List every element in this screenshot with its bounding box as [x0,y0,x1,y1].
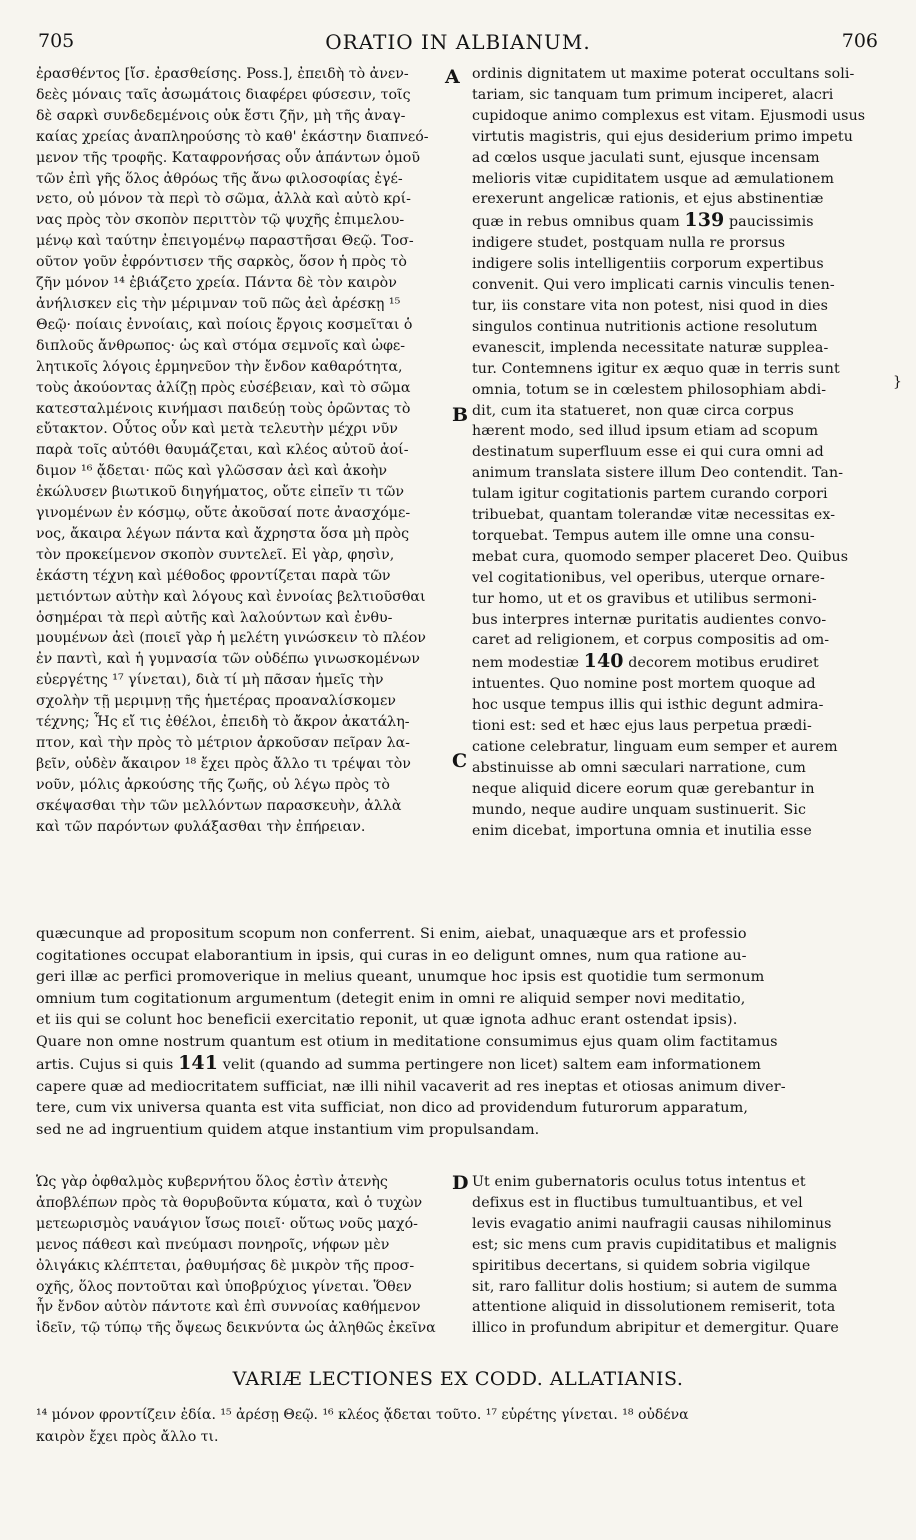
greek-line: ἀποβλέπων πρὸς τὰ θορυβοῦντα κύματα, καὶ ὁ τυχὼν [36,1194,423,1211]
latin-text: quæ in rebus omnibus quam [472,214,680,231]
latin-line: Quare non omne nostrum quantum est otium in meditatione consumimus ejus quam olim factitamus [36,1033,778,1050]
latin-line: vel cogitationibus, vel operibus, uterque ornare- [472,569,825,586]
greek-column-bottom [36,1172,456,1339]
latin-line: cogitationes occupat elaborantium in ipsis, qui curas in eo deligunt omnes, num qua ratione au- [36,947,747,964]
latin-line: illico in profundum abripitur et demergitur. Quare [472,1320,839,1337]
latin-line: mebat cura, quomodo semper placeret Deo. Quibus [472,548,849,565]
running-title: ORATIO IN ALBIANUM. [325,30,591,54]
greek-line: δὲ σαρκὶ συνδεδεμένοις οὐκ ἔστι ζῆν, μὴ τῆς ἀναγ- [36,107,406,124]
latin-line: tribuebat, quantam tolerandæ vitæ necessitas ex- [472,507,836,524]
greek-line: ἑκάστη τέχνη καὶ μέθοδος φροντίζεται παρὰ τῶν [36,567,391,584]
greek-line: ὀλιγάκις κλέπτεται, ῥαθυμήσας δὲ μικρὸν τῆς προσ- [36,1257,415,1274]
greek-line: μενος πάθεσι καὶ πνεύμασι πονηροῖς, νήφων μὲν [36,1236,390,1253]
greek-line: νος, ἄκαιρα λέγων πάντα καὶ ἄχρηστα ὅσα μὴ πρὸς [36,525,410,542]
greek-line: ἀνήλισκεν εἰς τὴν μέριμναν τοῦ πῶς ἀεὶ ἀρέσκῃ ¹⁵ [36,295,401,312]
greek-line: ὁσημέραι τὰ περὶ αὐτῆς καὶ λαλούντων καὶ ἐνθυ- [36,609,393,626]
greek-line: τῶν ἐπὶ γῆς ὅλος ἀθρόως τῆς ἄνω φιλοσοφίας ἐγέ- [36,170,403,187]
greek-line: Θεῷ· ποίαις ἐννοίαις, καὶ ποίοις ἔργοις κοσμεῖται ὁ [36,316,413,333]
latin-line: neque aliquid dicere eorum quæ gerebantur in [472,780,815,797]
footnote-line: ¹⁴ μόνον φροντίζειν ἐδία. ¹⁵ ἀρέσῃ Θεῷ. ¹⁶ κλέος ᾄδεται τοῦτο. ¹⁷ εὑρέτης γίνεται. ¹⁸ οὐδένα [36,1407,689,1423]
latin-line: sit, raro fallitur dolis hostium; si autem de summa [472,1278,838,1295]
latin-line: quæcunque ad propositum scopum non conferrent. Si enim, aiebat, unaquæque ars et professio [36,926,747,942]
latin-line: indigere solis intelligentiis corporum expertibus [472,256,824,273]
greek-line: διμον ¹⁶ ᾄδεται· πῶς καὶ γλῶσσαν ἀεὶ καὶ ἀκοὴν [36,463,388,480]
latin-line: est; sic mens cum pravis cupiditatibus et malignis [472,1236,837,1253]
latin-column-bottom [472,1172,882,1339]
greek-line: μουμένων ἀεὶ (ποιεῖ γὰρ ἡ μελέτη γινώσκειν τὸ πλέον [36,630,426,647]
greek-line: εὐεργέτης ¹⁷ γίνεται), διὰ τί μὴ πᾶσαν ἡμεῖς τὴν [36,672,384,689]
latin-line-with-page-marker [472,651,882,674]
greek-line: διπλοῦς ἄνθρωπος· ὡς καὶ στόμα σεμνοῖς καὶ ὠφε- [36,337,406,354]
page-header [38,30,878,60]
page-marker-139: 139 [684,209,725,232]
greek-line: ἐν παντὶ, καὶ ἡ γυμνασία τῶν οὐδέπω γινωσκομένων [36,651,420,668]
greek-line: ἦν ἔνδον αὐτὸν πάντοτε καὶ ἐπὶ συννοίας καθήμενον [36,1299,421,1316]
latin-line-with-page-marker [36,1053,882,1077]
greek-line: λητικοῖς λόγοις ἑρμηνεῦον τὴν ἔνδον καθαρότητα, [36,358,403,375]
full-width-latin [36,924,882,1141]
latin-line-with-page-marker [472,210,882,233]
latin-line: tur. Contemnens igitur ex æquo quæ in terris sunt [472,360,840,377]
greek-line: παρὰ τοῖς αὐτόθι θαυμάζεται, καὶ κλέος αὐτοῦ ἀοί- [36,442,409,459]
latin-text: paucissimis [728,214,814,231]
latin-line: caret ad religionem, et corpus compositis ad om- [472,632,830,649]
latin-line: sed ne ad ingruentium quidem atque instantium vim propulsandam. [36,1121,540,1138]
latin-line: omnium tum cogitationum argumentum (detegit enim in omni re aliquid semper novi meditatio, [36,990,746,1007]
greek-line: μετιόντων αὐτὴν καὶ λόγους καὶ ἐννοίας βελτιοῦσθαι [36,588,426,605]
greek-column-top [36,64,464,838]
latin-line: singulos continua nutritionis actione resolutum [472,318,818,335]
footnote-line: καιρὸν ἔχει πρὸς ἄλλο τι. [36,1429,219,1445]
latin-line: melioris vitæ cupiditatem usque ad æmulationem [472,170,835,187]
margin-marker-b: B [452,404,469,426]
latin-line: mundo, neque audire unquam sustinuerit. Sic [472,801,806,818]
greek-line: τέχνης; Ἧς εἴ τις ἐθέλοι, ἐπειδὴ τὸ ἄκρον ἀκατάλη- [36,714,410,731]
right-page-number: 706 [841,30,878,52]
latin-line: geri illæ ac perfici promoverique in melius queant, unumque hoc ipsis est quotidie tum sermonum [36,969,765,985]
greek-line: νετο, οὐ μόνον τὰ περὶ τὸ σῶμα, ἀλλὰ καὶ αὐτὸ κρί- [36,191,411,208]
greek-line: γινομένων ἐν κόσμῳ, οὔτε ἀκοῦσαί ποτε ἀνασχόμε- [36,505,411,522]
greek-line: νας πρὸς τὸν σκοπὸν περιττὸν τῷ ψυχῆς ἐπιμελου- [36,212,405,229]
greek-line: κατεσταλμένοις κινήμασι παιδεύῃ τοὺς ὁρῶντας τὸ [36,400,411,417]
latin-line: tariam, sic tanquam tum primum inciperet, alacri [472,86,834,103]
greek-line: ζῆν μόνον ¹⁴ ἐβιάζετο χρεία. Πάντα δὲ τὸν καιρὸν [36,275,397,292]
greek-line: σχολὴν τῇ μεριμνῃ τῆς ἡμετέρας προαναλίσκομεν [36,693,396,710]
latin-line: omnia, totum se in cœlestem philosophiam abdi- [472,381,827,398]
latin-line: hærent modo, sed illud ipsum etiam ad scopum [472,423,819,440]
greek-line: Ὡς γὰρ ὀφθαλμὸς κυβερνήτου ὅλος ἐστὶν ἀτενὴς [36,1174,388,1190]
variae-lectiones-heading: VARIÆ LECTIONES EX CODD. ALLATIANIS. [232,1368,684,1390]
latin-line: catione celebratur, linguam eum semper et aurem [472,739,838,755]
latin-line: evanescit, implenda necessitate naturæ supplea- [472,339,829,356]
latin-line: attentione aliquid in dissolutionem remiserit, tota [472,1299,836,1316]
latin-text: nem modestiæ [472,655,580,672]
latin-line: enim dicebat, importuna omnia et inutilia esse [472,822,812,839]
margin-marker-d: D [452,1172,469,1194]
greek-line: ἐκώλυσεν βιωτικοῦ διηγήματος, οὔτε εἰπεῖν τι τῶν [36,484,404,501]
greek-line: καὶ τῶν παρόντων φυλάξασθαι τὴν ἐπήρειαν. [36,818,366,835]
left-page-number: 705 [38,30,75,52]
latin-line: Ut enim gubernatoris oculus totus intentus et [472,1174,806,1190]
latin-line: tulam igitur cogitationis partem curando corpori [472,486,828,503]
page-marker-140: 140 [583,650,624,673]
latin-line: tioni est: sed et hæc ejus laus perpetua prædi- [472,718,812,735]
latin-line: capere quæ ad mediocritatem sufficiat, næ illi nihil vacaverit ad res ineptas et otiosas animum diver- [36,1078,786,1095]
greek-line: μετεωρισμὸς ναυάγιον ἴσως ποιεῖ· οὕτως νοῦς μαχό- [36,1215,418,1232]
greek-line: οχῆς, ὅλος ποντοῦται καὶ ὑποβρύχιος γίνεται. Ὅθεν [36,1278,412,1295]
greek-line: τὸν προκείμενον σκοπὸν συντελεῖ. Εἰ γὰρ, φησὶν, [36,546,395,563]
page-marker-141: 141 [178,1052,219,1074]
latin-line: virtutis magistris, qui ejus desiderium primo impetu [472,128,853,145]
margin-marker-c: C [452,750,468,772]
latin-line: et iis qui se colunt hoc beneficii exercitatio reponit, ut quæ ignota adhuc erant ostendat ipsis). [36,1012,738,1028]
greek-line: μένῳ καὶ ταύτην ἐπειγομένῳ παραστῆσαι Θεῷ. Τοσ- [36,233,414,250]
latin-line: ad cœlos usque jaculati sunt, ejusque incensam [472,149,820,166]
greek-line: οῦτον γοῦν ἐφρόντισεν τῆς σαρκὸς, ὅσον ἡ πρὸς τὸ [36,254,407,271]
greek-line: καίας χρείας ἀναπληρούσης τὸ καθ' ἑκάστην διαπνεό- [36,128,429,145]
latin-line: intuentes. Quo nomine post mortem quoque ad [472,676,816,693]
latin-line: hoc usque tempus illis qui isthic degunt admira- [472,697,824,714]
latin-line: dit, cum ita statueret, non quæ circa corpus [472,402,794,419]
greek-line: ἰδεῖν, τῷ τύπῳ τῆς ὄψεως δεικνύντα ὡς ἀληθῶς ἐκεῖνα [36,1320,436,1337]
latin-line: tur, iis constare vita non potest, nisi quod in dies [472,297,829,314]
latin-text: decorem motibus erudiret [628,655,819,672]
latin-line: animum translata sistere illum Deo contendit. Tan- [472,465,844,482]
greek-line: πτον, καὶ τὴν πρὸς τὸ μέτριον ἀρκοῦσαν πεῖραν λα- [36,735,410,751]
latin-line: destinatum superfluum esse ei qui cura omni ad [472,444,824,461]
greek-line: σκέψασθαι τὴν τῶν μελλόντων παρασκευὴν, ἀλλὰ [36,797,402,814]
latin-line: ordinis dignitatem ut maxime poterat occultans soli- [472,66,855,82]
greek-line: εὔτακτον. Οὗτος οὖν καὶ μετὰ τελευτὴν μέχρι νῦν [36,421,398,438]
latin-column-top [472,64,882,842]
latin-line: levis evagatio animi naufragii causas nihilominus [472,1215,832,1232]
latin-line: torquebat. Tempus autem ille omne una consu- [472,527,815,544]
latin-line: abstinuisse ab omni sæculari narratione, cum [472,759,806,776]
margin-marker-a: A [445,66,460,88]
greek-line: τοὺς ἀκούοντας ἀλίζῃ πρὸς εὐσέβειαν, καὶ τὸ σῶμα [36,379,411,396]
margin-bracket: } [893,374,902,390]
latin-line: cupidoque animo complexus est vitam. Ejusmodi usus [472,107,866,124]
greek-line: βεῖν, οὐδὲν ἄκαιρον ¹⁸ ἔχει πρὸς ἄλλο τι τρέψαι τὸν [36,755,411,772]
footnotes [36,1404,880,1448]
latin-line: erexerunt angelicæ rationis, et ejus abstinentiæ [472,191,824,208]
latin-line: indigere studet, postquam nulla re prorsus [472,235,786,252]
latin-line: spiritibus decertans, si quidem sobria vigilque [472,1257,811,1274]
greek-line: μενον τῆς τροφῆς. Καταφρονήσας οὖν ἁπάντων ὁμοῦ [36,149,420,166]
latin-line: tere, cum vix universa quanta est vita sufficiat, non dico ad providendum futurorum apparatum, [36,1100,748,1116]
latin-line: defixus est in fluctibus tumultuantibus, et vel [472,1194,803,1211]
greek-line: νοῦν, μόλις ἀρκούσης τῆς ζωῆς, οὐ λέγω πρὸς τὸ [36,776,390,793]
latin-line: convenit. Qui vero implicati carnis vinculis tenen- [472,277,835,294]
latin-line: bus interpres internæ puritatis audientes convo- [472,611,827,628]
latin-text: velit (quando ad summa pertingere non licet) saltem eam informationem [222,1057,762,1073]
greek-line: δεὲς μόναις ταῖς ἀσωμάτοις διαφέρει φύσεσιν, τοῖς [36,86,411,103]
greek-line: ἐρασθέντος [ἴσ. ἐρασθείσης. Poss.], ἐπειδὴ τὸ ἀνεν- [36,66,409,82]
latin-text: artis. Cujus si quis [36,1057,174,1073]
latin-line: tur homo, ut et os gravibus et utilibus sermoni- [472,590,817,607]
